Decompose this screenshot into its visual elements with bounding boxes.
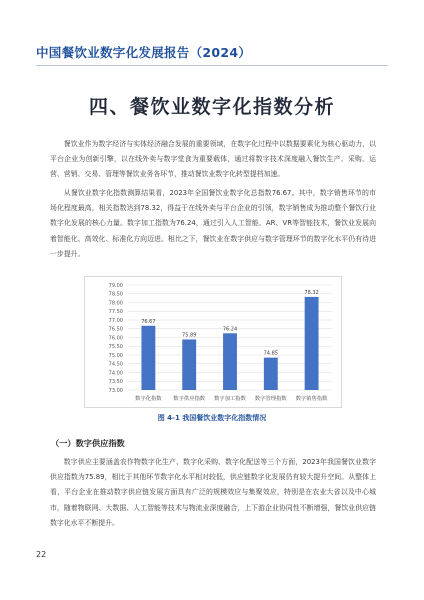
y-tick-label: 74.00 — [108, 370, 123, 377]
figure-caption: 图 4-1 我国餐饮业数字化指数情况 — [157, 414, 267, 422]
y-tick-label: 76.00 — [108, 335, 123, 342]
data-label: 78.32 — [304, 289, 319, 296]
x-tick-label: 数字管理指数 — [254, 396, 287, 402]
paragraph-intro: 餐饮业作为数字经济与实体经济融合发展的重要领域，在数字化过程中以数据要素化为核心驱动力，以平台企业为创新引擎，以在线外卖与数字堂食为重要载体，通过将数字技术深度融入餐饮生产、采购、运营、营销、交易、管理等餐饮业务各环节，推动餐饮业数字化转型提档加速。 — [50, 140, 376, 179]
digitalization-index-bar-chart — [84, 276, 342, 408]
y-tick-label: 73.00 — [108, 387, 123, 394]
data-label: 76.24 — [222, 326, 238, 333]
x-tick-label: 数字化指数 — [135, 396, 162, 402]
bar-4 — [264, 358, 278, 390]
x-tick-label: 数字销售指数 — [295, 396, 328, 402]
y-tick-label: 75.50 — [108, 344, 123, 351]
subsection-heading: （一）数字供应指数 — [51, 438, 125, 448]
x-tick-label: 数字供应指数 — [173, 396, 206, 402]
data-label: 75.89 — [182, 332, 197, 339]
bar-1 — [141, 326, 155, 390]
bar-2 — [182, 339, 196, 390]
y-tick-label: 79.00 — [108, 282, 123, 289]
page-number: 22 — [36, 550, 47, 559]
report-header-title: 中国餐饮业数字化发展报告（2024） — [36, 45, 252, 60]
data-label: 74.85 — [263, 350, 278, 357]
bar-5 — [305, 297, 319, 390]
paragraph-index-results: 从餐饮业数字化指数测算结果看，2023年全国餐饮业数字化总指数76.67。其中，数字销售环节的市场化程度最高，相关指数达到78.32，得益于在线外卖与平台企业的引领，数字销售成为推动整个餐饮行业数字化发展的核心力量。数字加工指数为76.24，通过引入人工智能、AR、VR等智能技术，餐饮业发展向着智能化、高效化、标准化方向迈进。相比之下，餐饮业在数字供应与数字管理环节的数字化水平仍有待进一步提升。 — [50, 189, 376, 258]
y-tick-label: 76.50 — [108, 326, 123, 333]
y-tick-label: 77.00 — [108, 317, 123, 324]
y-tick-label: 75.00 — [108, 352, 123, 359]
y-tick-label: 73.50 — [108, 379, 123, 386]
y-tick-label: 78.50 — [108, 291, 123, 298]
data-label: 76.67 — [141, 318, 156, 325]
y-tick-label: 77.50 — [108, 309, 123, 316]
y-tick-label: 74.50 — [108, 361, 123, 368]
header-divider — [36, 65, 388, 66]
chart-frame — [85, 277, 342, 408]
bar-3 — [223, 333, 237, 390]
section-title: 四、餐饮业数字化指数分析 — [88, 96, 335, 118]
y-tick-label: 78.00 — [108, 300, 123, 307]
x-tick-label: 数字加工指数 — [214, 396, 246, 402]
paragraph-supply-index: 数字供应主要涵盖农作物数字化生产、数字化采购、数字化配送等三个方面，2023年我国餐饮业数字供应指数为75.89，相比于其他环节数字化水平相对较低，供应链数字化发展仍有较大提升空间。从整体上看，平台企业在推动数字供应链发展方面具有广泛的规模效应与集聚效应，特别是在农业大省以及中心城市，随着物联网、大数据、人工智能等技术与物流业深度融合，上下游企业协同性不断增强，餐饮业供应链数字化水平不断提升。 — [50, 458, 376, 527]
